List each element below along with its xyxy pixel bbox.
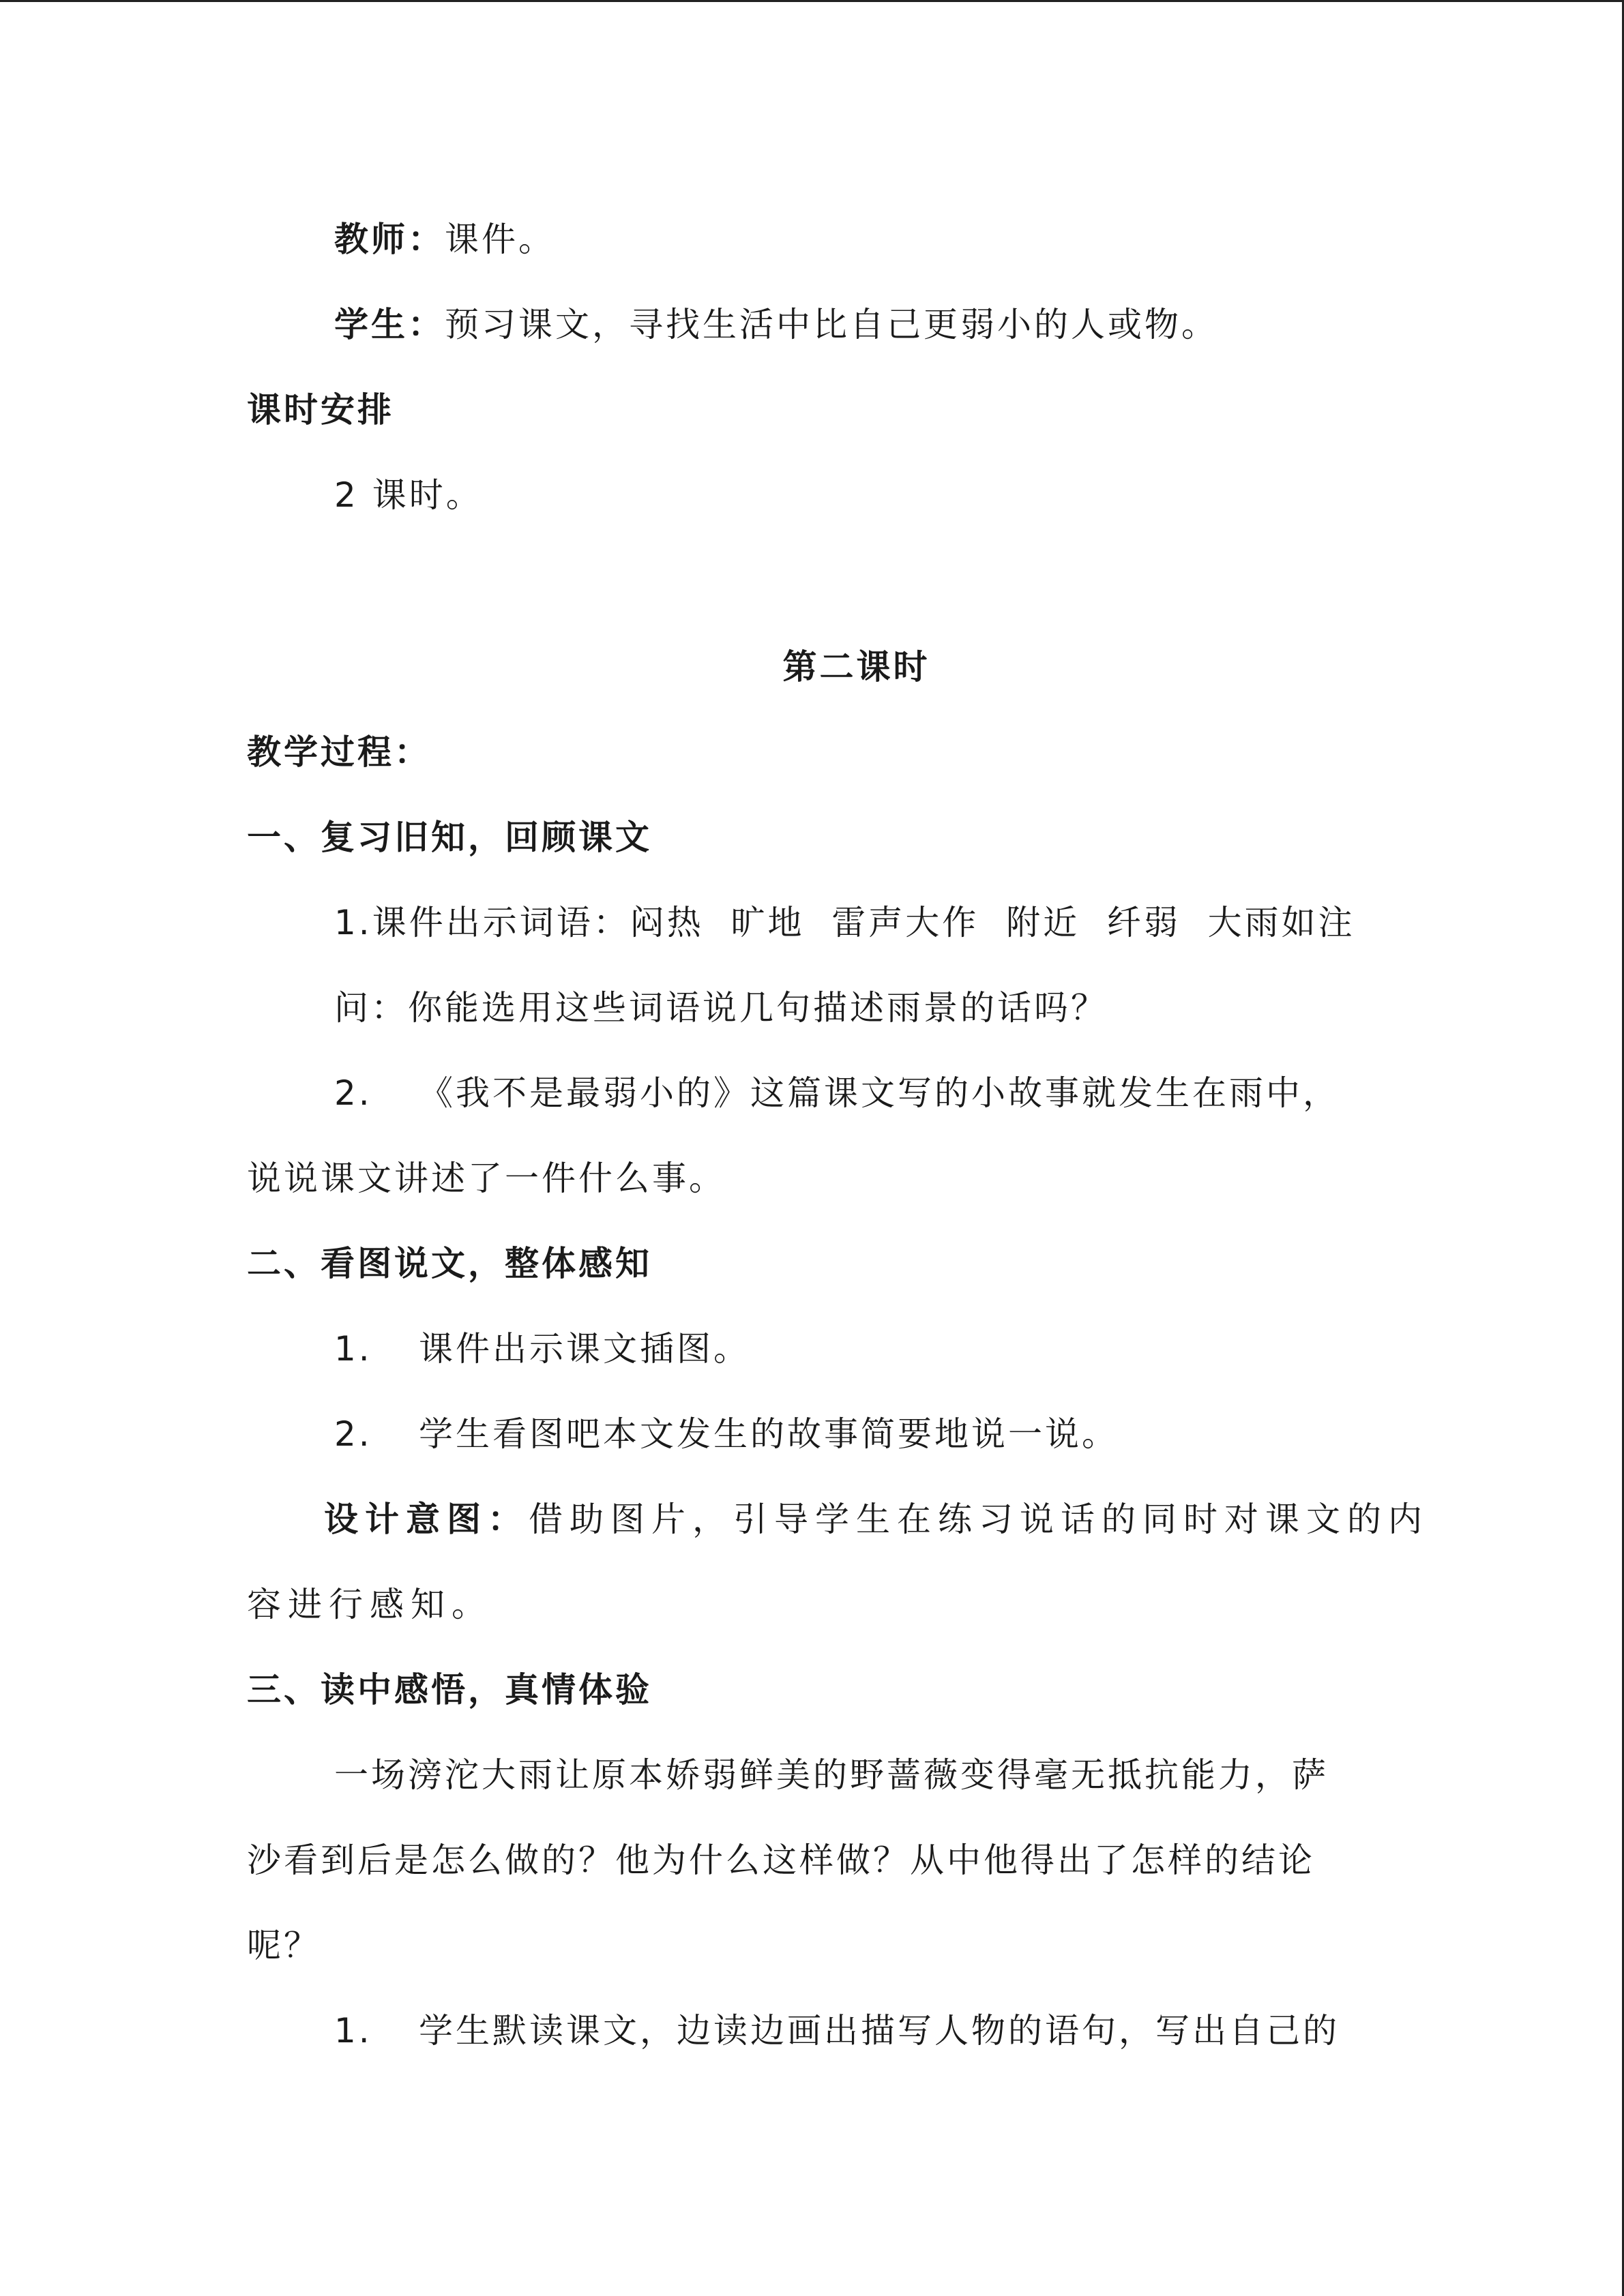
section2-item1-text: 课件出示课文插图。: [419, 1329, 750, 1369]
section3-item1: [334, 2010, 1340, 2051]
design-intent: [324, 1499, 1429, 1540]
section2-item2-text: 学生看图吧本文发生的故事简要地说一说。: [419, 1414, 1119, 1454]
schedule-text: 2 课时。: [334, 475, 483, 515]
section2-item1: [334, 1328, 750, 1369]
section1-item2: [334, 1073, 1340, 1114]
design-intent-text: 借助图片，引导学生在练习说话的同时对课文的内: [529, 1500, 1429, 1539]
section1-heading: 一、复习旧知，回顾课文: [247, 818, 652, 857]
student-materials-line: [334, 304, 1218, 345]
list-number: 1.: [334, 1329, 372, 1369]
section2-item2: [334, 1414, 1119, 1455]
section3-para-line2: 沙看到后是怎么做的？他为什么这样做？从中他得出了怎样的结论: [247, 1840, 1315, 1880]
section2-heading: 二、看图说文，整体感知: [247, 1244, 652, 1283]
schedule-heading: 课时安排: [247, 390, 394, 430]
teacher-label: 教师：: [334, 220, 445, 259]
design-intent-label: 设计意图：: [324, 1500, 529, 1539]
student-label: 学生：: [334, 305, 445, 344]
section3-item1-text: 学生默读课文，边读边画出描写人物的语句，写出自己的: [419, 2011, 1340, 2051]
lesson-title: 第二课时: [782, 647, 930, 687]
section3-para-line1: 一场滂沱大雨让原本娇弱鲜美的野蔷薇变得毫无抵抗能力，萨: [334, 1755, 1329, 1795]
teacher-materials-line: [334, 219, 555, 260]
student-text: 预习课文，寻找生活中比自己更弱小的人或物。: [445, 305, 1218, 344]
list-number: 2.: [334, 1414, 372, 1454]
section3-para-line3: 呢？: [247, 1926, 321, 1965]
design-intent-cont: 容进行感知。: [247, 1585, 492, 1624]
list-number: 1.: [334, 2011, 372, 2051]
section3-heading: 三、读中感悟，真情体验: [247, 1670, 652, 1710]
section1-item1: 1.课件出示词语：闷热 旷地 雷声大作 附近 纤弱 大雨如注: [334, 903, 1355, 942]
section1-item2-text: 《我不是最弱小的》这篇课文写的小故事就发生在雨中，: [419, 1073, 1340, 1113]
section1-item1-question: 问：你能选用这些词语说几句描述雨景的话吗？: [334, 988, 1108, 1028]
list-number: 2.: [334, 1073, 372, 1113]
process-heading: 教学过程：: [247, 732, 431, 772]
teacher-text: 课件。: [445, 220, 555, 259]
section1-item2-cont: 说说课文讲述了一件什么事。: [247, 1159, 726, 1198]
